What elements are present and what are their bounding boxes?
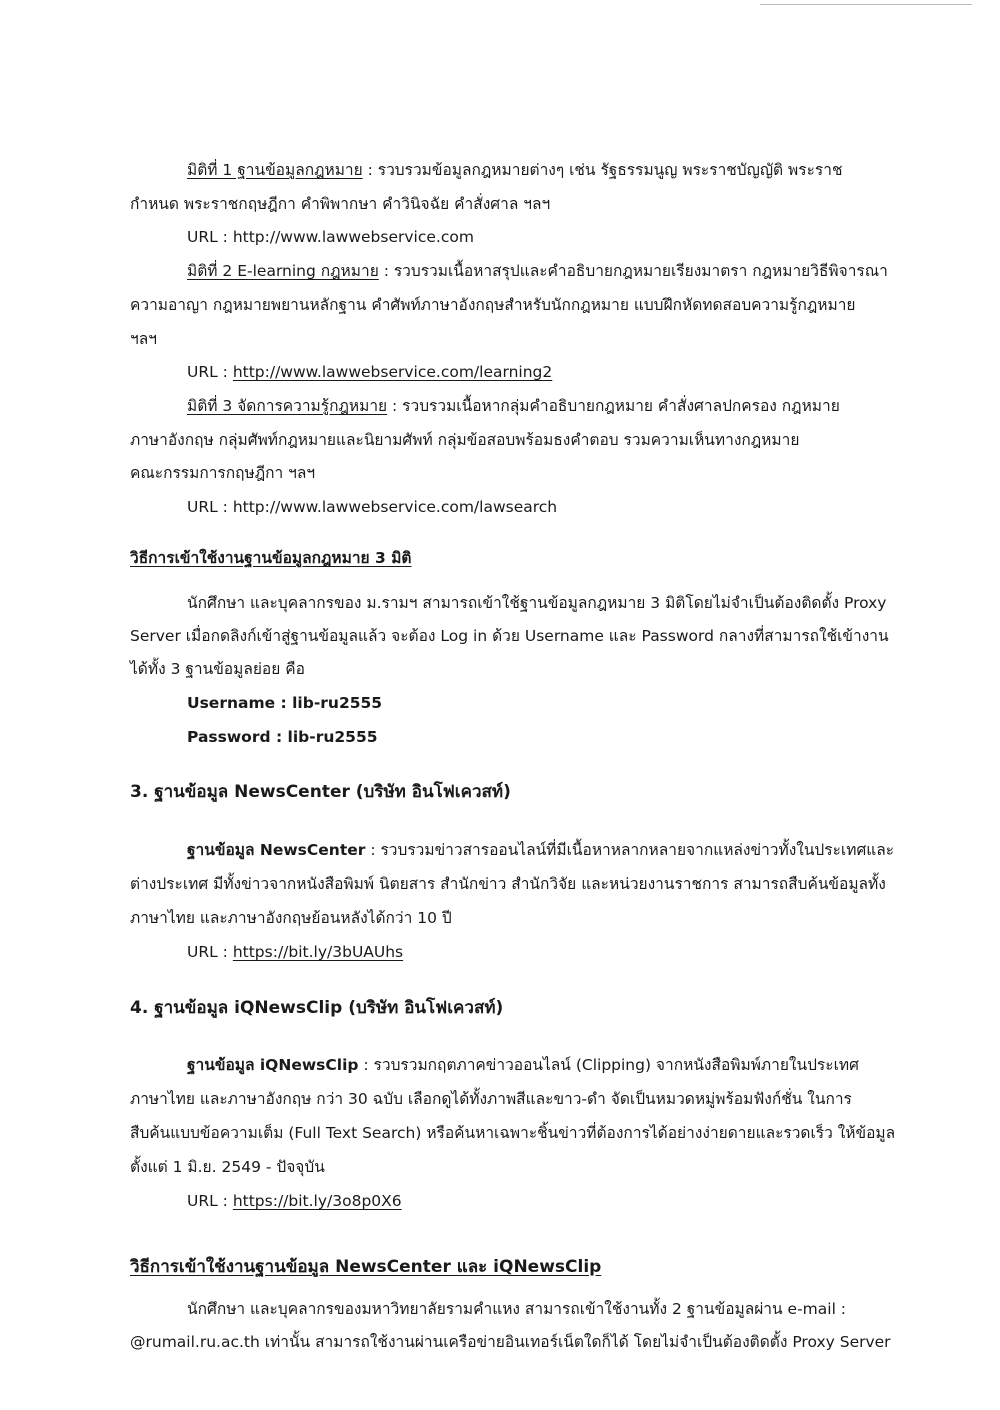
dim2-paragraph-line-2: ความอาญา กฎหมายพยานหลักฐาน คำศัพท์ภาษาอังกฤษสำหรับนักกฎหมาย แบบฝึกหัดทดสอบความรู้กฎหมาย	[130, 296, 856, 314]
iqnewsclip-paragraph-line-3: สืบค้นแบบข้อความเต็ม (Full Text Search) หรือค้นหาเฉพาะชิ้นข่าวที่ต้องการได้อย่างง่ายดายและรวดเร็ว ให้ข้อมูล	[130, 1124, 896, 1142]
scan-edge-line	[760, 4, 972, 5]
iqnewsclip-heading: 4. ฐานข้อมูล iQNewsClip (บริษัท อินโฟเควสท์)	[130, 998, 504, 1018]
newscenter-text: : รวบรวมข่าวสารออนไลน์ที่มีเนื้อหาหลากหลายจากแหล่งข่าวทั้งในประเทศและ	[365, 841, 895, 859]
dim3-text: : รวบรวมเนื้อหากลุ่มคำอธิบายกฎหมาย คำสั่งศาลปกครอง กฎหมาย	[387, 397, 840, 415]
dim1-url: http://www.lawwebservice.com	[232, 228, 474, 246]
newscenter-heading: 3. ฐานข้อมูล NewsCenter (บริษัท อินโฟเควสท์)	[130, 782, 511, 802]
dim1-label: มิติที่ 1 ฐานข้อมูลกฎหมาย	[187, 161, 363, 179]
dim3-url: http://www.lawwebservice.com/lawsearch	[232, 498, 558, 516]
dim3-url-line	[187, 490, 557, 524]
iqnewsclip-label: ฐานข้อมูล iQNewsClip	[187, 1056, 359, 1074]
iqnewsclip-paragraph-line-4: ตั้งแต่ 1 มิ.ย. 2549 - ปัจจุบัน	[130, 1158, 325, 1176]
access-law-heading: วิธีการเข้าใช้งานฐานข้อมูลกฎหมาย 3 มิติ	[130, 549, 412, 567]
iqnewsclip-url-line	[187, 1184, 402, 1218]
dim3-paragraph-line-2: ภาษาอังกฤษ กลุ่มศัพท์กฎหมายและนิยามศัพท์ กลุ่มข้อสอบพร้อมธงคำตอบ รวมความเห็นทางกฎหมาย	[130, 431, 800, 449]
newscenter-label: ฐานข้อมูล NewsCenter	[187, 841, 366, 859]
dim2-url-line	[187, 355, 552, 389]
username-line: Username : lib-ru2555	[187, 694, 383, 712]
dim3-paragraph-line-3: คณะกรรมการกฤษฎีกา ฯลฯ	[130, 464, 316, 482]
dim2-text: : รวบรวมเนื้อหาสรุปและคำอธิบายกฎหมายเรียงมาตรา กฎหมายวิธีพิจารณา	[378, 262, 888, 280]
newscenter-url-line	[187, 935, 403, 969]
dim2-label: มิติที่ 2 E-learning กฎหมาย	[187, 262, 379, 280]
dim3-url-label: URL :	[187, 498, 233, 516]
iqnewsclip-url: https://bit.ly/3o8p0X6	[232, 1192, 402, 1210]
iqnewsclip-text: : รวบรวมกฤตภาคข่าวออนไลน์ (Clipping) จากหนังสือพิมพ์ภายในประเทศ	[358, 1056, 859, 1074]
dim3-label: มิติที่ 3 จัดการความรู้กฎหมาย	[187, 397, 388, 415]
dim3-paragraph-line-1	[187, 389, 840, 423]
iqnewsclip-url-label: URL :	[187, 1192, 233, 1210]
dim2-url-label: URL :	[187, 363, 233, 381]
dim2-url: http://www.lawwebservice.com/learning2	[232, 363, 553, 381]
newscenter-url-label: URL :	[187, 943, 233, 961]
access-law-paragraph-line-1: นักศึกษา และบุคลากรของ ม.รามฯ สามารถเข้าใช้ฐานข้อมูลกฎหมาย 3 มิติโดยไม่จำเป็นต้องติดตั้ง Proxy	[187, 594, 887, 612]
access-news-paragraph-line-1: นักศึกษา และบุคลากรของมหาวิทยาลัยรามคำแหง สามารถเข้าใช้งานทั้ง 2 ฐานข้อมูลผ่าน e-mail :	[187, 1300, 847, 1318]
dim1-text: : รวบรวมข้อมูลกฎหมายต่างๆ เช่น รัฐธรรมนูญ พระราชบัญญัติ พระราช	[362, 161, 843, 179]
access-news-paragraph-line-2: @rumail.ru.ac.th เท่านั้น สามารถใช้งานผ่านเครือข่ายอินเทอร์เน็ตใดก็ได้ โดยไม่จำเป็นต้องติดตั้ง Proxy Server	[130, 1333, 891, 1351]
iqnewsclip-paragraph-line-1	[187, 1048, 859, 1082]
newscenter-paragraph-line-1	[187, 833, 894, 867]
dim1-url-label: URL :	[187, 228, 233, 246]
iqnewsclip-paragraph-line-2: ภาษาไทย และภาษาอังกฤษ กว่า 30 ฉบับ เลือกดูได้ทั้งภาพสีและขาว-ดำ จัดเป็นหมวดหมู่พร้อมฟังก์ชั่น ในการ	[130, 1090, 852, 1108]
dim1-url-line	[187, 220, 474, 254]
access-news-heading: วิธีการเข้าใช้งานฐานข้อมูล NewsCenter และ iQNewsClip	[130, 1257, 602, 1277]
newscenter-paragraph-line-2: ต่างประเทศ มีทั้งข่าวจากหนังสือพิมพ์ นิตยสาร สำนักข่าว สำนักวิจัย และหน่วยงานราชการ สามารถสืบค้นข้อมูลทั้ง	[130, 875, 886, 893]
password-line: Password : lib-ru2555	[187, 728, 378, 746]
newscenter-url: https://bit.ly/3bUAUhs	[232, 943, 404, 961]
access-law-paragraph-line-2: Server เมื่อกดลิงก์เข้าสู่ฐานข้อมูลแล้ว จะต้อง Log in ด้วย Username และ Password กลางที่สามารถใช้เข้างาน	[130, 627, 889, 645]
dim2-paragraph-line-3: ฯลฯ	[130, 330, 157, 348]
dim1-paragraph-line-2: กำหนด พระราชกฤษฎีกา คำพิพากษา คำวินิจฉัย คำสั่งศาล ฯลฯ	[130, 195, 551, 213]
dim2-paragraph-line-1	[187, 254, 888, 288]
dim1-paragraph-line-1	[187, 153, 842, 187]
access-law-paragraph-line-3: ได้ทั้ง 3 ฐานข้อมูลย่อย คือ	[130, 660, 305, 678]
newscenter-paragraph-line-3: ภาษาไทย และภาษาอังกฤษย้อนหลังได้กว่า 10 ปี	[130, 909, 452, 927]
